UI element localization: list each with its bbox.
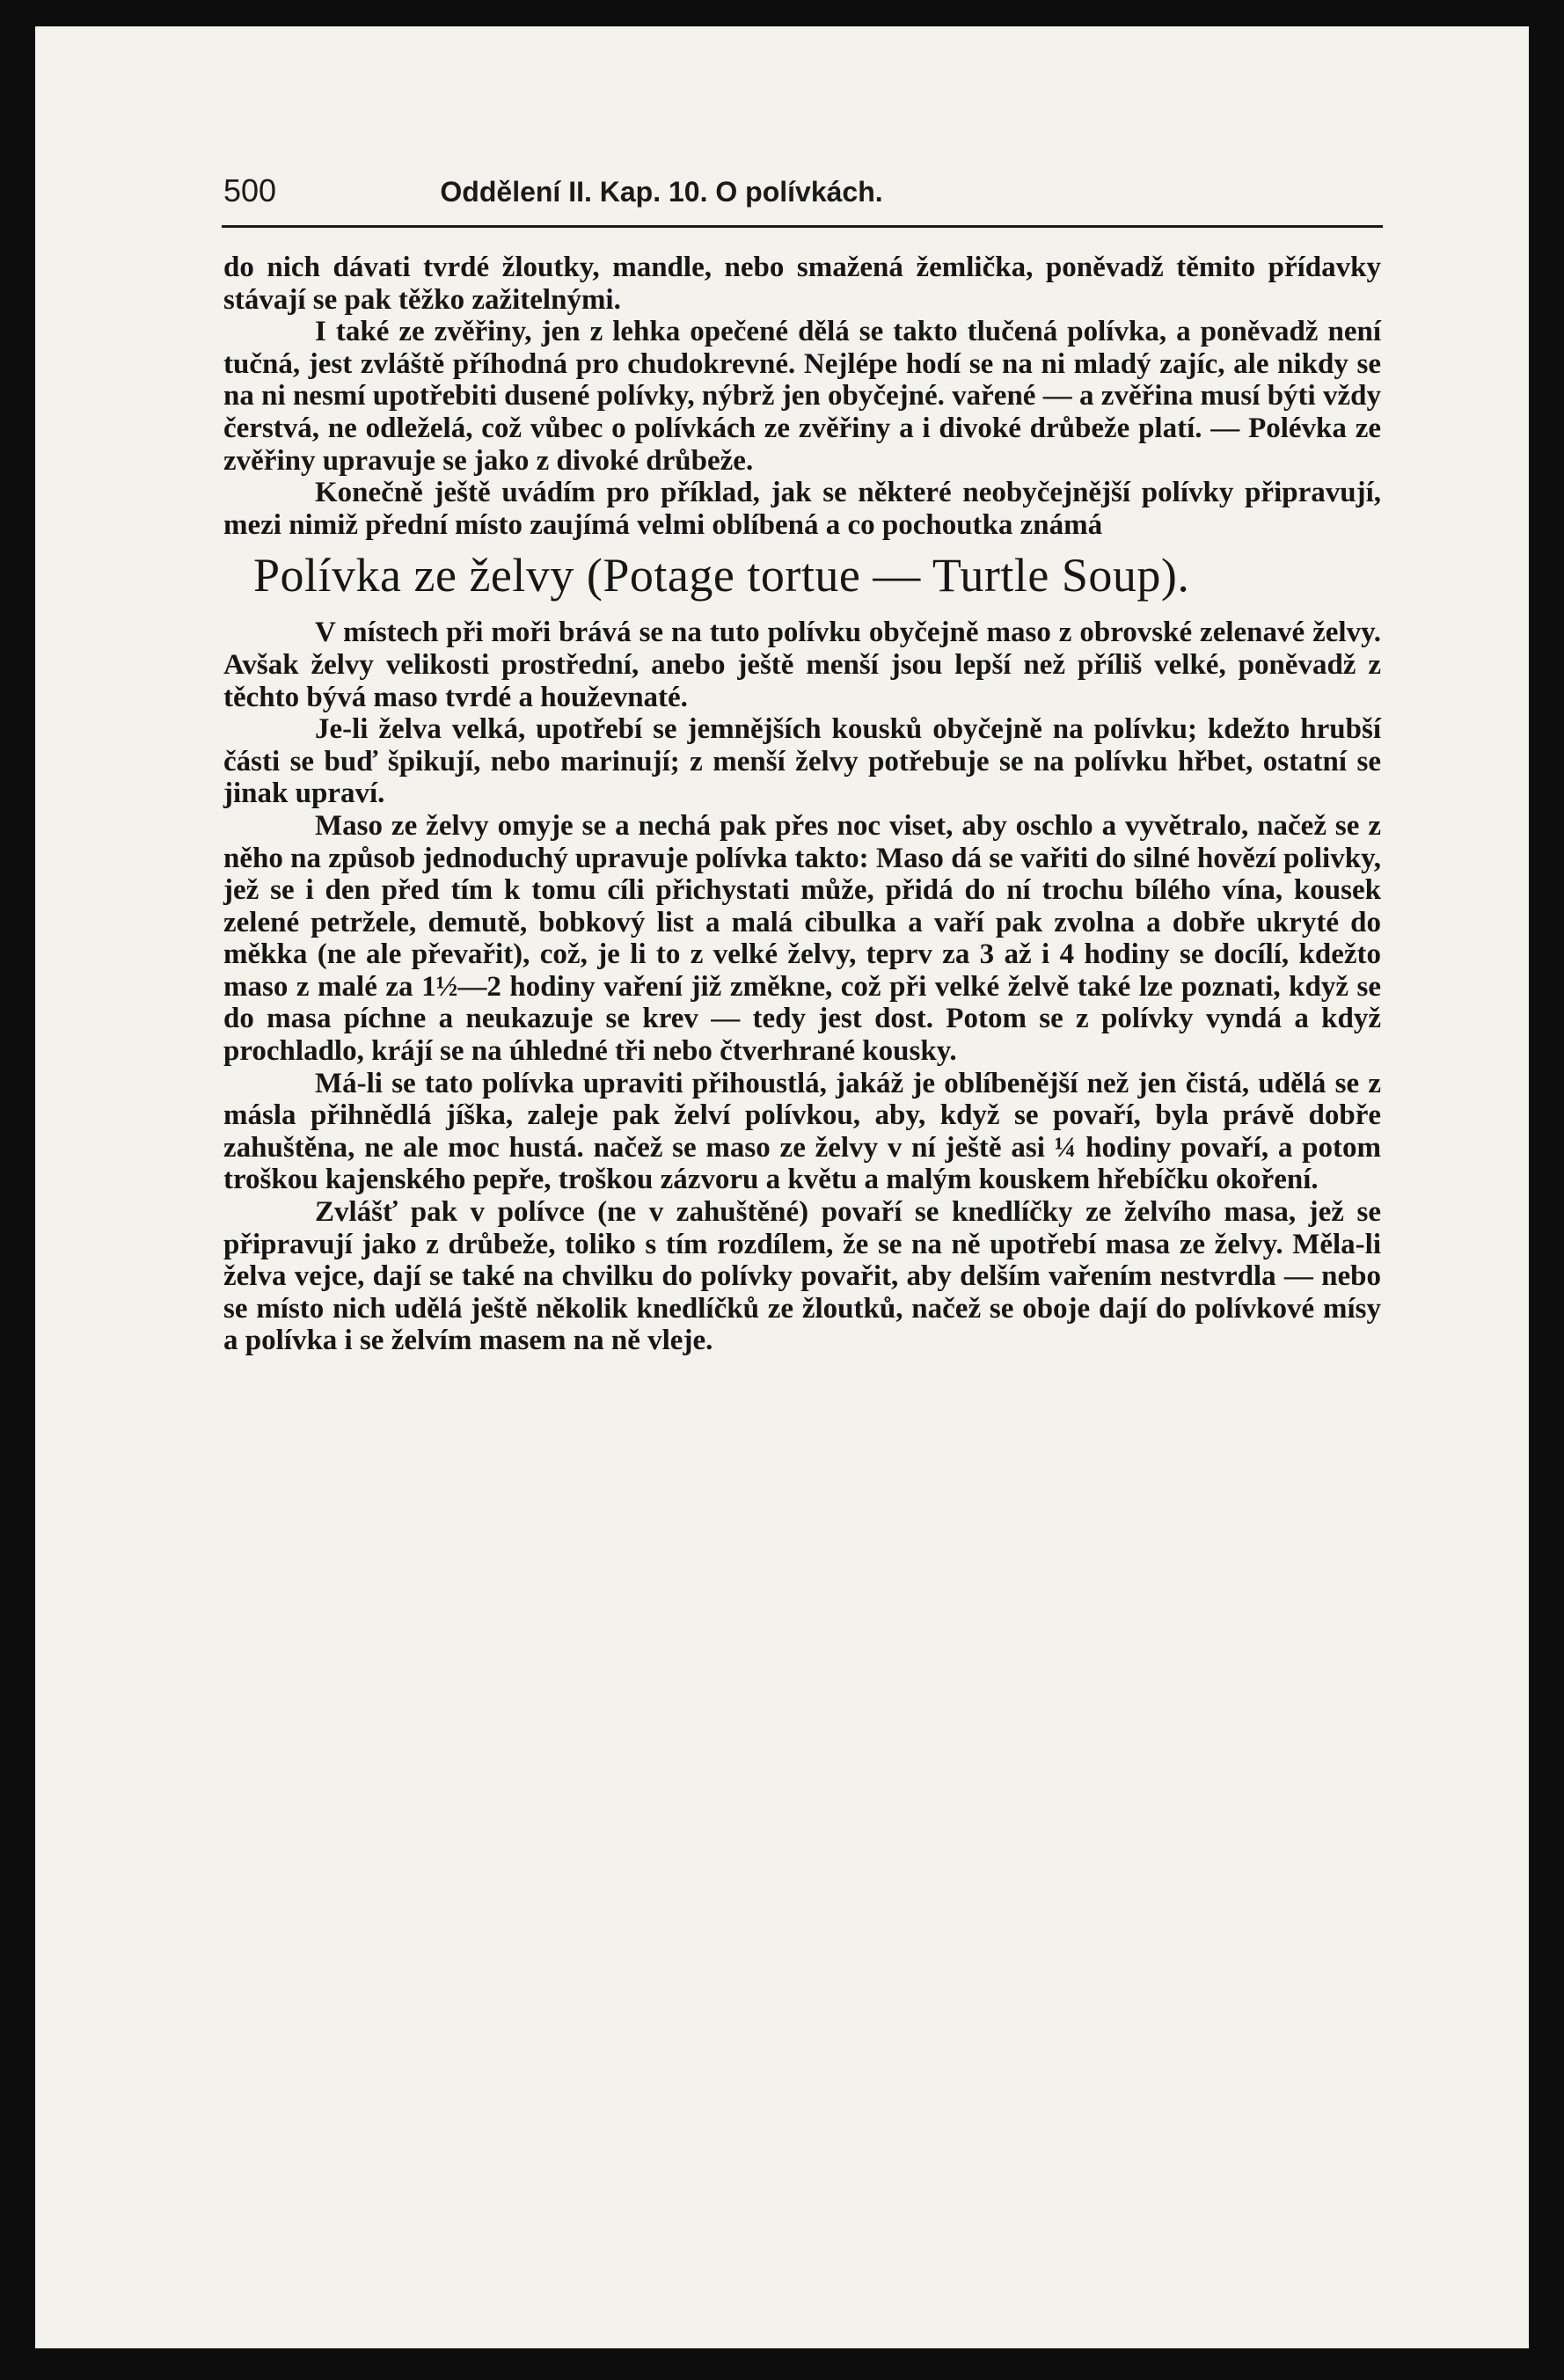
paragraph: V místech při moři brává se na tuto polívku obyčejně maso z obrovské zelenavé želvy. Avšak želvy velikosti prostřední, anebo ještě menší jsou lepší než příliš velké, poněvadž z těchto bývá maso tvrdé a houževnaté. bbox=[223, 617, 1381, 713]
header-rule bbox=[222, 225, 1383, 228]
page-body bbox=[223, 252, 1381, 1357]
paragraph: do nich dávati tvrdé žloutky, mandle, nebo smažená žemlička, poněvadž těmito přídavky stávají se pak těžko zažitelnými. bbox=[223, 252, 1381, 316]
page-number: 500 bbox=[223, 172, 277, 208]
paragraph: Má-li se tato polívka upraviti přihoustlá, jakáž je oblíbenější než jen čistá, udělá se z másla přihnědlá jíška, zaleje pak želví polívkou, aby, když se povaří, byla právě dobře zahuštěna, ne ale moc hustá. načež se maso ze želvy v ní ještě asi ¼ hodiny povaří, a potom troškou kajenského pepře, troškou zázvoru a květu a malým kouskem hřebíčku okoření. bbox=[223, 1067, 1381, 1196]
section-heading: Polívka ze želvy (Potage tortue — Turtle Soup). bbox=[253, 549, 1190, 602]
paragraph: Konečně ještě uvádím pro příklad, jak se některé neobyčejnější polívky připravují, mezi nimiž přední místo zaujímá velmi oblíbená a co pochoutka známá bbox=[223, 477, 1381, 541]
page-header bbox=[223, 172, 1381, 209]
paragraph: I také ze zvěřiny, jen z lehka opečené dělá se takto tlučená polívka, a poněvadž není tučná, jest zvláště příhodná pro chudokrevné. Nejlépe hodí se na ni mladý zajíc, ale nikdy se na ni nesmí upotřebiti dusené polívky, nýbrž jen obyčejné. vařené — a zvěřina musí býti vždy čerstvá, ne odleželá, což vůbec o polívkách ze zvěřiny a i divoké drůbeže platí. — Polévka ze zvěřiny upravuje se jako z divoké drůbeže. bbox=[223, 316, 1381, 477]
paragraph: Je-li želva velká, upotřebí se jemnějších kousků obyčejně na polívku; kdežto hrubší části se buď špikují, nebo marinují; z menší želvy potřebuje se na polívku hřbet, ostatní se jinak upraví. bbox=[223, 713, 1381, 810]
running-title: Oddělení II. Kap. 10. O polívkách. bbox=[440, 176, 883, 208]
paragraph: Zvlášť pak v polívce (ne v zahuštěné) povaří se knedlíčky ze želvího masa, jež se připravují jako z drůbeže, toliko s tím rozdílem, že se na ně upotřebí masa ze želvy. Měla-li želva vejce, dají se také na chvilku do polívky povařit, aby delším vařením nestvrdla — nebo se místo nich udělá ještě několik knedlíčků ze žloutků, načež se oboje dají do polívkové mísy a polívka i se želvím masem na ně vleje. bbox=[223, 1196, 1381, 1357]
paragraph: Maso ze želvy omyje se a nechá pak přes noc viset, aby oschlo a vyvětralo, načež se z něho na způsob jednoduchý upravuje polívka takto: Maso dá se vařiti do silné hovězí polivky, jež se i den před tím k tomu cíli přichystati může, přidá do ní trochu bílého vína, kousek zelené petržele, demutě, bobkový list a malá cibulka a vaří pak zvolna a dobře ukryté do měkka (ne ale převařit), což, je li to z velké želvy, teprv za 3 až i 4 hodiny se docílí, kdežto maso z malé za 1½—2 hodiny vaření již změkne, což při velké želvě také lze poznati, když se do masa píchne a neukazuje se krev — tedy jest dost. Potom se z polívky vyndá a když prochladlo, krájí se na úhledné tři nebo čtverhrané kousky. bbox=[223, 809, 1381, 1068]
